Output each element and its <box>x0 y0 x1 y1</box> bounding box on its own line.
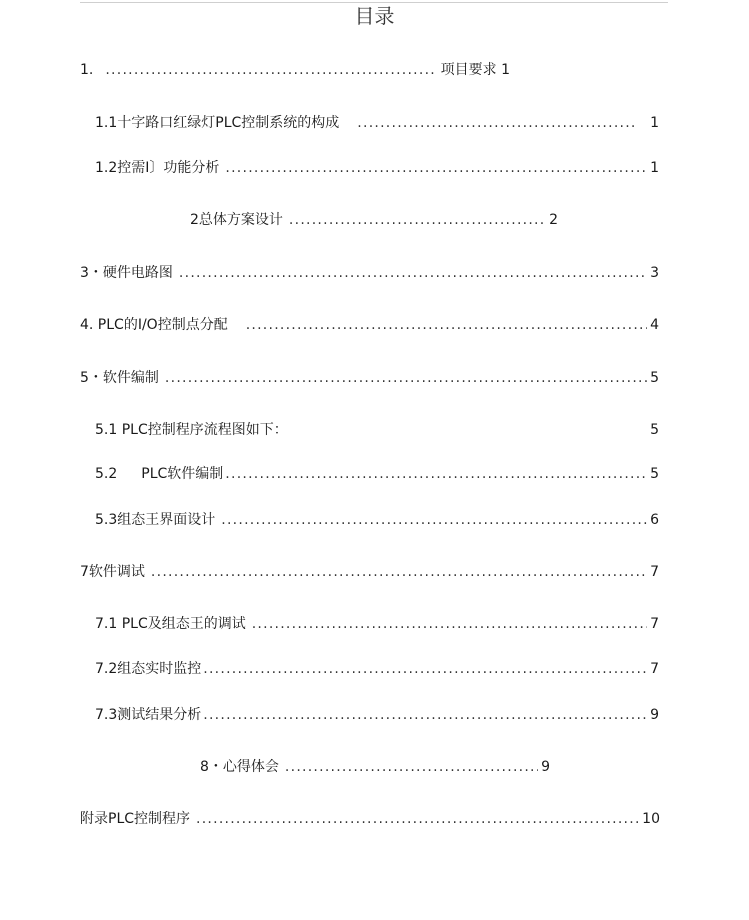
toc-entry-5-1[interactable] <box>95 420 659 440</box>
toc-entry-page: 7 <box>650 661 659 677</box>
toc-entry-label: 附录PLC控制程序 <box>80 811 191 827</box>
toc-entry-page: 10 <box>642 811 660 827</box>
toc-leader <box>225 158 647 178</box>
toc-leader <box>196 809 639 829</box>
toc-entry-number: 5.2 <box>95 466 118 482</box>
toc-entry-1-1[interactable] <box>95 113 659 133</box>
toc-entry-number: 1. <box>80 62 94 78</box>
toc-entry-8[interactable] <box>200 757 550 777</box>
toc-entry-7[interactable] <box>80 562 659 582</box>
toc-entry-label: 7软件调试 <box>80 564 145 580</box>
toc-entry-4[interactable] <box>80 315 659 335</box>
toc-entry-label: PLC软件编制 <box>141 466 224 482</box>
toc-leader <box>221 510 647 530</box>
toc-entry-label: 7.1 PLC及组态王的调试 <box>95 616 246 632</box>
toc-entry-label: 8・心得体会 <box>200 759 279 775</box>
toc-entry-page: 7 <box>650 616 659 632</box>
toc-entry-label: 2总体方案设计 <box>190 212 283 228</box>
toc-leader <box>151 562 647 582</box>
toc-entry-page: 5 <box>650 370 659 386</box>
toc-entry-page: 2 <box>549 212 558 228</box>
toc-entry-7-1[interactable] <box>95 614 659 634</box>
toc-leader <box>105 60 434 80</box>
toc-entry-appendix[interactable] <box>80 809 660 829</box>
toc-entry-page: 9 <box>650 707 659 723</box>
toc-entry-5-3[interactable] <box>95 510 659 530</box>
toc-entry-page: 6 <box>650 512 659 528</box>
toc-leader <box>357 113 638 133</box>
toc-leader <box>289 210 546 230</box>
toc-entry-5[interactable] <box>80 368 659 388</box>
toc-entry-page: 4 <box>650 317 659 333</box>
toc-entry-page: 3 <box>650 265 659 281</box>
toc-entry-label: 7.2组态实时监控 <box>95 661 202 677</box>
toc-entry-page: 1 <box>650 115 659 131</box>
toc-entry-label: 3・硬件电路图 <box>80 265 173 281</box>
toc-leader <box>285 757 538 777</box>
toc-entry-label: 5.1 PLC控制程序流程图如下： <box>95 422 288 438</box>
toc-leader <box>225 464 647 484</box>
toc-entry-7-3[interactable] <box>95 705 659 725</box>
toc-entry-page: 1 <box>650 160 659 176</box>
toc-entry-page: 5 <box>650 422 659 438</box>
toc-entry-7-2[interactable] <box>95 659 659 679</box>
toc-entry-page: 7 <box>650 564 659 580</box>
toc-leader <box>165 368 647 388</box>
toc-entry-1-2[interactable] <box>95 158 659 178</box>
toc-entry-label: 1.2控需I〕功能分析 <box>95 160 220 176</box>
toc-entry-page: 5 <box>650 466 659 482</box>
toc-entry-label: 5・软件编制 <box>80 370 159 386</box>
toc-entry-3[interactable] <box>80 263 659 283</box>
toc-entry-2[interactable] <box>190 210 558 230</box>
toc-leader <box>179 263 647 283</box>
toc-leader <box>203 705 647 725</box>
toc-entry-label: 7.3测试结果分析 <box>95 707 202 723</box>
toc-entry-label: 1.1十字路口红绿灯PLC控制系统的构成 <box>95 115 340 131</box>
toc-entry-page: 9 <box>541 759 550 775</box>
page-title: 目录 <box>354 4 395 28</box>
toc-entry-label: 5.3组态王界面设计 <box>95 512 216 528</box>
toc-entry-1[interactable] <box>80 60 510 80</box>
toc-entry-label: 4. PLC的I/O控制点分配 <box>80 317 228 333</box>
toc-leader <box>203 659 647 679</box>
toc-entry-5-2[interactable] <box>95 464 659 484</box>
toc-leader <box>246 315 647 335</box>
toc-leader <box>252 614 647 634</box>
toc-entry-label: 项目要求 1 <box>440 62 510 78</box>
